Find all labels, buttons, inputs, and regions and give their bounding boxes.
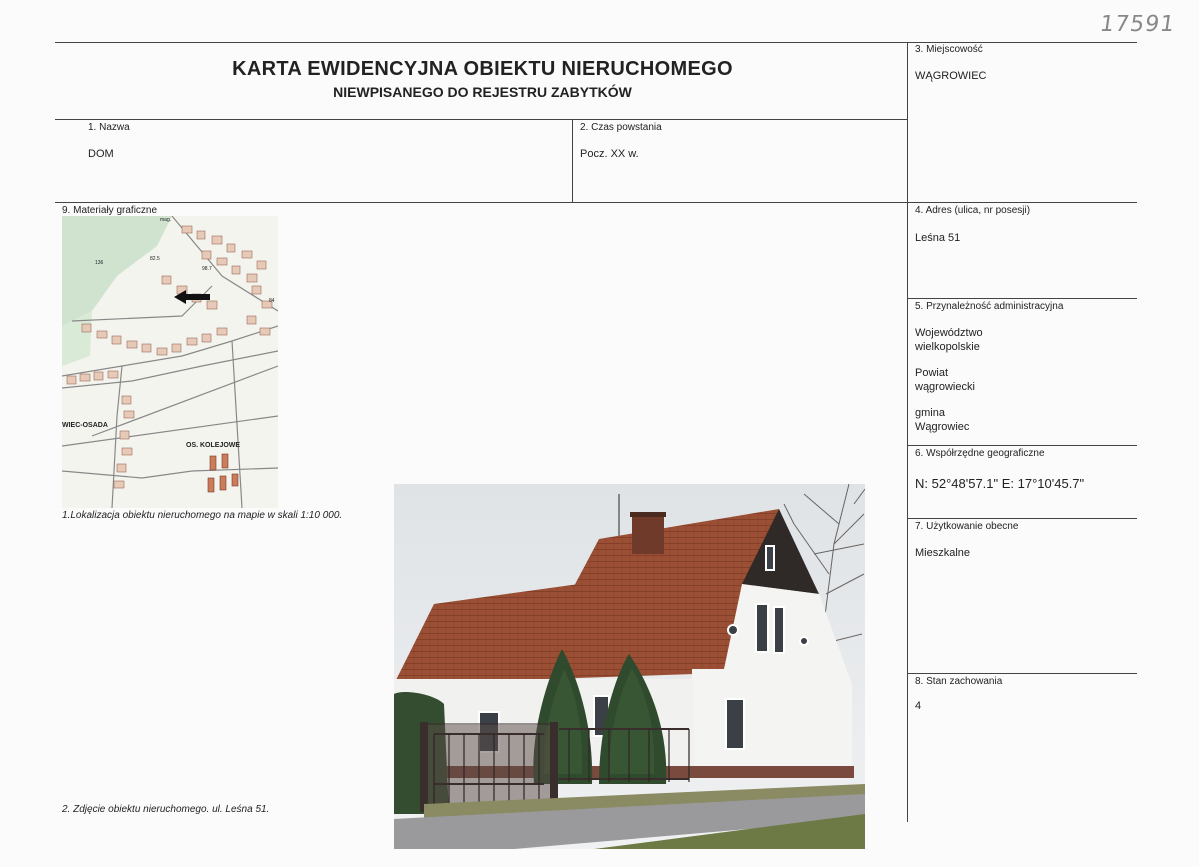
usage-value: Mieszkalne — [915, 547, 971, 559]
coords-bottom-rule — [907, 518, 1137, 519]
admin-bottom-rule — [907, 445, 1137, 446]
photo-caption: 2. Zdjęcie obiektu nieruchomego. ul. Leśna 51. — [62, 804, 270, 815]
name-label: 1. Nazwa — [88, 122, 130, 133]
map-caption: 1.Lokalizacja obiektu nieruchomego na mapie w skali 1:10 000. — [62, 510, 343, 521]
building-photo — [394, 484, 865, 849]
coords-label: 6. Współrzędne geograficzne — [915, 448, 1045, 459]
locality-label: 3. Miejscowość — [915, 44, 983, 55]
county-label: Powiat — [915, 367, 949, 379]
address-value: Leśna 51 — [915, 232, 961, 244]
map-label-825: 82.5 — [150, 256, 160, 262]
graphics-label: 9. Materiały graficzne — [62, 205, 158, 216]
date-built-value: Pocz. XX w. — [580, 148, 639, 160]
inventory-number: 17591 — [1098, 12, 1177, 37]
map-label-osada: WIEC-OSADA — [62, 422, 108, 429]
map-label-mag: mag. — [160, 217, 172, 223]
location-map — [62, 216, 278, 508]
coords-value: N: 52°48'57.1" E: 17°10'45.7" — [915, 476, 1085, 491]
address-label: 4. Adres (ulica, nr posesji) — [915, 205, 1031, 216]
name-value: DOM — [88, 148, 114, 160]
condition-label: 8. Stan zachowania — [915, 676, 1003, 687]
commune-value: Wągrowiec — [915, 421, 970, 433]
header-bottom-rule — [55, 119, 907, 120]
admin-label: 5. Przynależność administracyjna — [915, 301, 1064, 312]
map-label-kolejowe: OS. KOLEJOWE — [186, 442, 241, 449]
locality-value: WĄGROWIEC — [915, 70, 987, 82]
map-label-84: 84 — [269, 298, 275, 304]
map-label-987: 98.7 — [202, 266, 212, 272]
right-column-divider — [907, 42, 908, 822]
voivodeship-label: Województwo — [915, 327, 983, 339]
map-label-136: 136 — [95, 260, 104, 266]
name-date-divider — [572, 119, 573, 202]
commune-label: gmina — [915, 407, 945, 419]
date-built-label: 2. Czas powstania — [580, 122, 662, 133]
usage-bottom-rule — [907, 673, 1137, 674]
voivodeship-value: wielkopolskie — [915, 341, 980, 353]
graphics-top-rule — [55, 202, 1137, 203]
address-bottom-rule — [907, 298, 1137, 299]
condition-value: 4 — [915, 700, 922, 712]
top-rule — [55, 42, 1137, 43]
card-subtitle: NIEWPISANEGO DO REJESTRU ZABYTKÓW — [333, 84, 632, 100]
card-title: KARTA EWIDENCYJNA OBIEKTU NIERUCHOMEGO — [232, 58, 733, 80]
usage-label: 7. Użytkowanie obecne — [915, 521, 1019, 532]
county-value: wągrowiecki — [915, 381, 975, 393]
